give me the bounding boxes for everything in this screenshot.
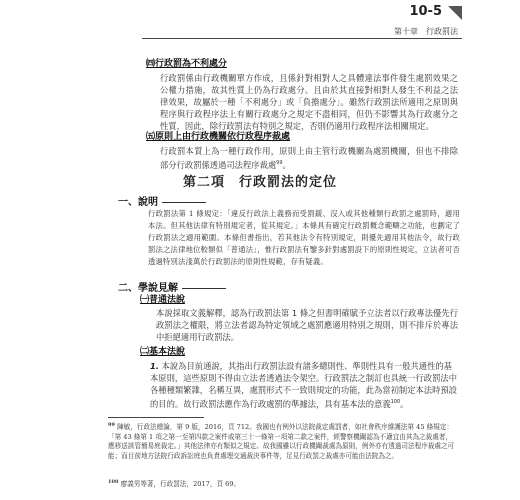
header-rule — [142, 38, 462, 39]
page-number: 10-5 — [409, 4, 442, 19]
part1-paragraph: 行政罰法第 1 條規定：「違反行政法上義務而受罰鍰、沒入或其他種類行政罰之處罰時，適用本法。但其他法律有特別規定者，從其規定。」本條具有確定行政罰概念範疇之功能，也劃定了行政罰法之適用範圍。本條但書指出，若其他法令有特別規定，則優先適用其他法令，故行政罰法之法律地位較類似「普通法」，惟行政罰法有鑒多針對處罰設下的原則性規定，立法者可否透過特別法淺萬於行政罰法的原則性規範，存有疑義。 — [148, 209, 460, 266]
part2b-heading — [140, 346, 185, 358]
footnote-99-text: 陳敏，行政法總論，第 9 版，2016，頁 712。我國也有例外以法院裁定處罰者，如社會秩序維護法第 45 條規定：「第 43 條第 1 項之第一至第四款之案件或第三十一條第一項第二款之案件，經警察機關認為不適宜由其為之裁處者，應移送該管簡易庭裁定。」其他法律亦有類似之規定。故我國雖以行政機關裁處為原則，例外亦有透過司法程序裁處之可能；而目前地方法院行政訴訟庭也負責處理交通裁決事件等，足見行政罰之裁處亦可能由法院為之。 — [108, 423, 455, 460]
footnote-ref-99: 99 — [276, 160, 283, 166]
footnote-99-num: 99 — [108, 422, 115, 428]
part2b-item-1-text: 本說為目前通說，其指出行政罰法設有諸多總則性、準則性具有一般共通性的基本原則，這些原則不得由立法者透過法令架空。行政罰法之制訂也具統一行政罰法中各種種類繁雜，名稱互異，處罰形式不一致則規定的功能，此為當初制定本法時預設的目的。故行政罰法應作為行政處罰的準據法，具有基本法的意義 — [150, 361, 457, 409]
item5-paragraph — [160, 145, 458, 171]
part2-heading — [118, 279, 226, 294]
part1-heading — [118, 193, 206, 208]
part2a-heading — [140, 294, 185, 306]
chapter-title: 第十章 行政罰法 — [394, 27, 458, 36]
item4-heading — [146, 58, 227, 70]
part1-heading-text: 一、說明 — [118, 197, 158, 208]
page-corner-marker — [448, 6, 462, 20]
footnote-100-text: 廖義男等著，行政罰法，2017，頁 69。 — [120, 480, 241, 489]
part2b-item-1 — [150, 360, 460, 410]
footnote-100 — [108, 478, 458, 490]
part2b-item-1-tail: 。 — [400, 398, 409, 409]
footnote-100-num: 100 — [108, 479, 119, 485]
part2a-heading-text: ㈠普通法說 — [140, 295, 186, 305]
item4-paragraph: 行政罰係由行政機關單方作成，且係針對相對人之具體違法事件發生處罰效果之公權力措施，故其性質上仍為行政處分。且由於其直接對相對人發生不利益之法律效果，故屬於一種「不利處分」或「負擔處分」。雖然行政罰法所適用之原則與程序與行政程序法上有關行政處分之規定不盡相同，但仍不影響其為行政處分之性質，因此，除行政罰法有特別之規定，否則仍適用行政程序法相關規定。 — [160, 73, 458, 131]
part2b-heading-text: ㈡基本法說 — [140, 347, 186, 357]
item4-heading-text: ㈣行政罰為不利處分 — [146, 59, 228, 69]
part2-heading-text: 二、學說見解 — [118, 283, 178, 294]
footnote-rule — [108, 417, 204, 418]
footnote-ref-100: 100 — [390, 399, 401, 405]
part1-heading-rule — [162, 202, 206, 203]
part2-heading-rule — [182, 288, 226, 289]
item5-heading — [146, 131, 290, 143]
item5-tail: 。 — [282, 159, 291, 170]
footnote-99 — [108, 421, 458, 462]
part2a-paragraph: 本說採取文義解釋，認為行政罰法第 1 條之但書明確賦予立法者以行政專法優先行政罰法之權限，將立法者認為特定領域之處罰應適用特別之規則，則不排斥於專法中拒絕適用行政罰法。 — [156, 308, 458, 342]
section-title: 第二項 行政罰法的定位 — [182, 175, 337, 190]
part2b-item-1-label: 1. — [150, 361, 159, 371]
item5-heading-text: ㈤原則上由行政機關依行政程序裁處 — [146, 132, 291, 142]
item5-text: 行政罰本質上為一種行政作用，原則上由主管行政機關為處罰機關，但也不排除部分行政罰係透過司法程序裁處 — [160, 146, 458, 170]
